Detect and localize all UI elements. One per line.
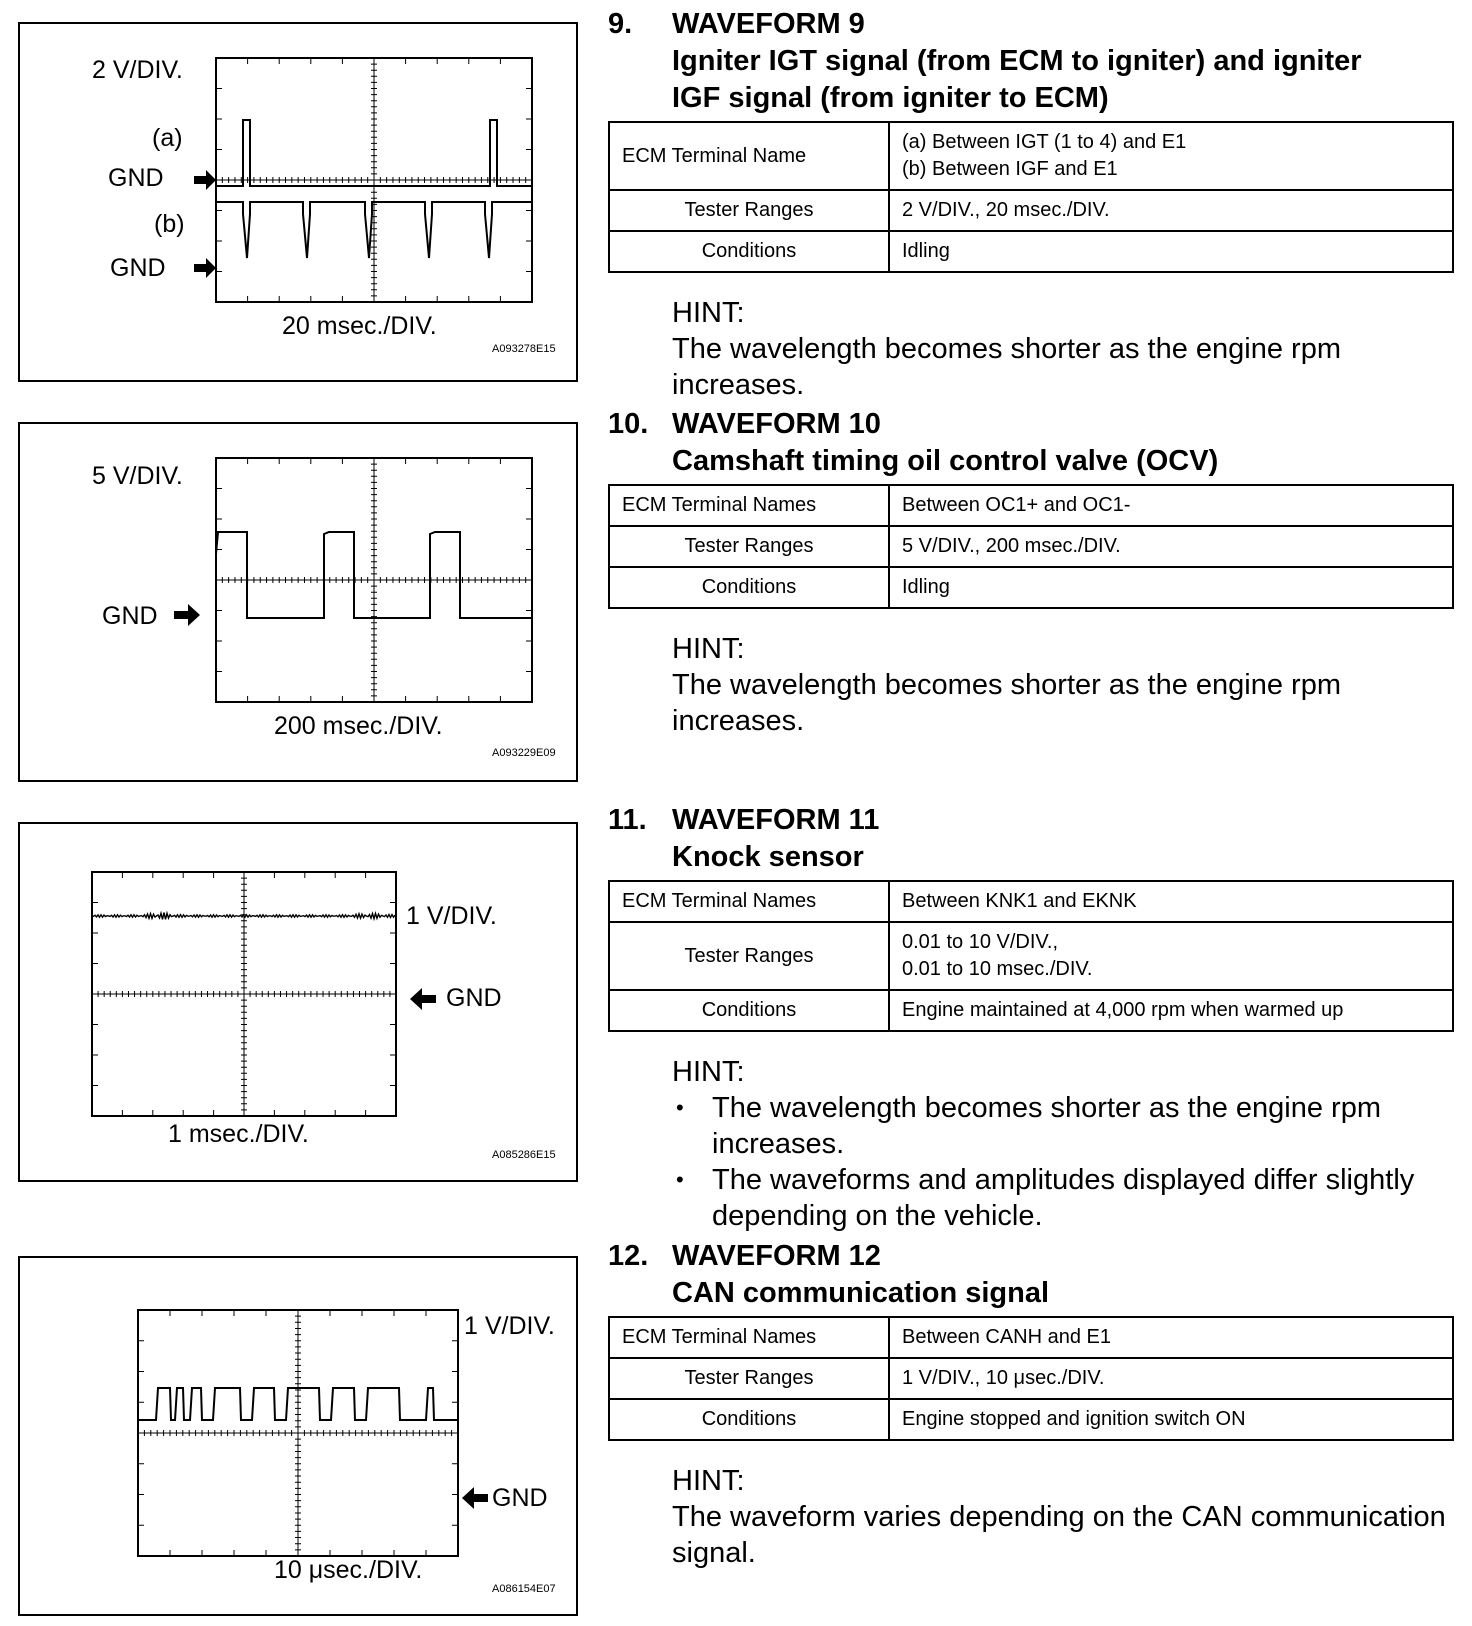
hint-block [672, 631, 1454, 739]
section-heading [608, 406, 1454, 480]
gnd-label: GND [446, 984, 502, 1012]
section-title: WAVEFORM 11 [672, 804, 880, 836]
waveform-12-figure [18, 1256, 578, 1616]
volt-div-label: 1 V/DIV. [464, 1312, 555, 1340]
channel-a-label: (a) [152, 124, 183, 152]
table-row [609, 1399, 1453, 1440]
hint-label: HINT: [672, 633, 745, 665]
gnd-label: GND [102, 602, 158, 630]
gnd-arrow [462, 1487, 488, 1509]
time-div-label: 20 msec./DIV. [282, 312, 437, 340]
list-item: • The wavelength becomes shorter as the engine rpm increases. [672, 1090, 1454, 1162]
time-div-label: 1 msec./DIV. [168, 1120, 309, 1148]
section-subtitle: CAN communication signal [672, 1277, 1050, 1309]
table-key: Conditions [609, 231, 889, 272]
spec-table [608, 880, 1454, 1032]
spec-table [608, 1316, 1454, 1441]
table-row [609, 881, 1453, 922]
section-subtitle: Igniter IGT signal (from ECM to igniter) and igniter [672, 45, 1362, 77]
hint-label: HINT: [672, 1056, 745, 1088]
table-row [609, 526, 1453, 567]
gnd-label: GND [110, 254, 166, 282]
waveform-9-figure [18, 22, 578, 382]
channel-b-label: (b) [154, 210, 185, 238]
gnd-arrow-a [194, 170, 216, 190]
hint-block [672, 1054, 1454, 1234]
table-value: 5 V/DIV., 200 msec./DIV. [889, 526, 1453, 567]
list-item: • The waveforms and amplitudes displayed differ slightly depending on the vehicle. [672, 1162, 1454, 1234]
table-row [609, 990, 1453, 1031]
section-number: 9. [608, 8, 633, 40]
scope-grid-ticks [92, 872, 396, 1116]
scope-grid-ticks [216, 58, 532, 302]
section-subtitle: Knock sensor [672, 841, 864, 873]
table-value: Between KNK1 and EKNK [889, 881, 1453, 922]
section-heading [608, 802, 1454, 876]
table-value: Between CANH and E1 [889, 1317, 1453, 1358]
table-key: ECM Terminal Names [609, 1317, 889, 1358]
table-key: Tester Ranges [609, 190, 889, 231]
table-row [609, 567, 1453, 608]
figure-code: A093229E09 [492, 747, 556, 759]
table-value: Engine stopped and ignition switch ON [889, 1399, 1453, 1440]
gnd-label: GND [492, 1484, 548, 1512]
figure-code: A086154E07 [492, 1583, 556, 1595]
figure-code: A093278E15 [492, 343, 556, 355]
hint-block [672, 1463, 1454, 1571]
scope-grid-ticks [216, 458, 532, 702]
hint-label: HINT: [672, 297, 745, 329]
hint-label: HINT: [672, 1465, 745, 1497]
gnd-arrow [410, 988, 436, 1010]
section-number: 10. [608, 408, 649, 440]
table-key: Tester Ranges [609, 922, 889, 990]
table-key: ECM Terminal Names [609, 485, 889, 526]
section-subtitle: Camshaft timing oil control valve (OCV) [672, 445, 1219, 477]
scope-grid [138, 1310, 458, 1556]
scope-grid [216, 458, 532, 702]
table-key: Tester Ranges [609, 526, 889, 567]
table-row [609, 485, 1453, 526]
hint-block [672, 295, 1454, 403]
table-key: Conditions [609, 990, 889, 1031]
figure-code: A085286E15 [492, 1149, 556, 1161]
hint-list [672, 1090, 1454, 1234]
waveform-11-figure [18, 822, 578, 1182]
section-waveform-9 [608, 6, 1454, 403]
table-value-line: 0.01 to 10 V/DIV., [902, 931, 1059, 953]
table-key: ECM Terminal Name [609, 122, 889, 190]
table-value: Idling [889, 231, 1453, 272]
table-row [609, 1317, 1453, 1358]
section-subtitle: IGF signal (from igniter to ECM) [672, 82, 1109, 114]
table-value-line: (a) Between IGT (1 to 4) and E1 [902, 131, 1187, 153]
section-waveform-12 [608, 1238, 1454, 1571]
gnd-arrow [174, 604, 200, 626]
hint-text: The wavelength becomes shorter as the engine rpm increases. [672, 333, 1341, 401]
waveform-10-figure [18, 422, 578, 782]
scope-grid [216, 58, 532, 302]
scope-grid [92, 872, 396, 1116]
spec-table [608, 484, 1454, 609]
section-title: WAVEFORM 10 [672, 408, 881, 440]
spec-table [608, 121, 1454, 273]
table-value: Idling [889, 567, 1453, 608]
table-value: 1 V/DIV., 10 μsec./DIV. [889, 1358, 1453, 1399]
table-key: ECM Terminal Names [609, 881, 889, 922]
table-value [889, 922, 1453, 990]
gnd-arrow-b [194, 258, 216, 278]
gnd-label: GND [108, 164, 164, 192]
table-value: Engine maintained at 4,000 rpm when warmed up [889, 990, 1453, 1031]
table-row [609, 231, 1453, 272]
volt-div-label: 5 V/DIV. [92, 462, 183, 490]
table-value: 2 V/DIV., 20 msec./DIV. [889, 190, 1453, 231]
table-key: Conditions [609, 567, 889, 608]
section-title: WAVEFORM 12 [672, 1240, 881, 1272]
volt-div-label: 2 V/DIV. [92, 56, 183, 84]
section-title: WAVEFORM 9 [672, 8, 865, 40]
table-value-line: (b) Between IGF and E1 [902, 158, 1118, 180]
table-key: Tester Ranges [609, 1358, 889, 1399]
table-row [609, 122, 1453, 190]
hint-text: The wavelength becomes shorter as the engine rpm increases. [672, 669, 1341, 737]
hint-text: The waveform varies depending on the CAN communication signal. [672, 1501, 1446, 1569]
section-waveform-11 [608, 802, 1454, 1234]
table-value [889, 122, 1453, 190]
section-waveform-10 [608, 406, 1454, 739]
scope-grid-ticks [138, 1310, 458, 1556]
table-row [609, 922, 1453, 990]
section-number: 12. [608, 1240, 649, 1272]
table-key: Conditions [609, 1399, 889, 1440]
time-div-label: 10 μsec./DIV. [274, 1556, 423, 1584]
table-value: Between OC1+ and OC1- [889, 485, 1453, 526]
table-row [609, 1358, 1453, 1399]
volt-div-label: 1 V/DIV. [406, 902, 497, 930]
section-heading [608, 6, 1454, 117]
time-div-label: 200 msec./DIV. [274, 712, 443, 740]
table-value-line: 0.01 to 10 msec./DIV. [902, 958, 1093, 980]
table-row [609, 190, 1453, 231]
section-number: 11. [608, 804, 647, 836]
section-heading [608, 1238, 1454, 1312]
